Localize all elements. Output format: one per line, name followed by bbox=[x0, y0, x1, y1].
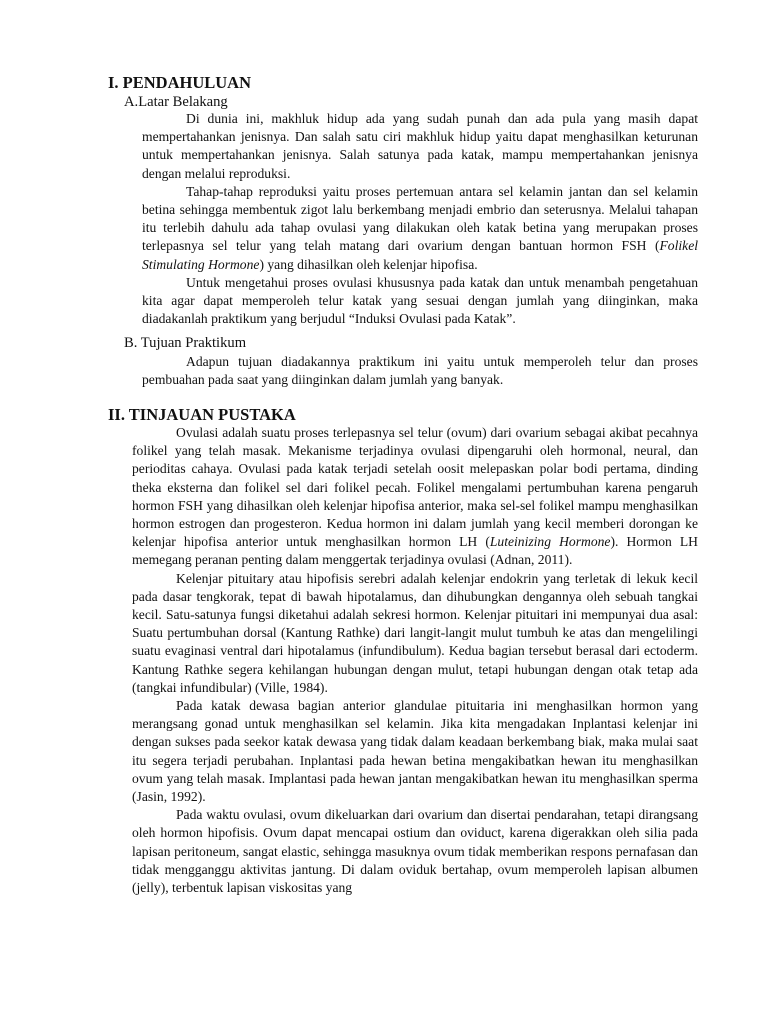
tujuan-praktikum-body bbox=[142, 353, 698, 389]
subheading-tujuan-praktikum: B. Tujuan Praktikum bbox=[124, 335, 247, 351]
italic-term: Luteinizing Hormone bbox=[489, 534, 611, 550]
paragraph: Pada katak dewasa bagian anterior glandulae pituitaria ini menghasilkan hormon yang merangsang gonad untuk menghasilkan sel kelamin. Jika kita mengadakan Inplantasi kelenjar ini dengan sukses pada seekor katak dewasa yang tidak dalam keadaan berkembang biak, maka mulai saat itu segera terjadi perubahan. Inplantasi pada hewan betina mengakibatkan hewan itu menghasilkan ovum yang telah masak. Implantasi pada hewan jantan mengakibatkan hewan itu menghasilkan sperma (Jasin, 1992). bbox=[132, 698, 698, 805]
paragraph-text: Tahap-tahap reproduksi yaitu proses pertemuan antara sel kelamin jantan dan sel kelamin betina sehingga membentuk zigot lalu berkembang menjadi embrio dan seterusnya. Melalui tahapan itu terlebih dahulu ada tahap ovulasi yang dilakukan oleh katak betina yang merupakan proses terlepasnya sel telur yang telah matang dari ovarium dengan bantuan hormon FSH ( bbox=[142, 183, 698, 254]
paragraph-text: ) yang dihasilkan oleh kelenjar hipofisa. bbox=[259, 256, 478, 272]
heading-tinjauan-pustaka: II. TINJAUAN PUSTAKA bbox=[108, 405, 296, 424]
paragraph: Kelenjar pituitary atau hipofisis serebri adalah kelenjar endokrin yang terletak di lekuk kecil pada dasar tengkorak, tepat di bawah hipotalamus, dan dihubungkan dengannya oleh sebuah tangkai kecil. Satu-satunya fungsi diketahui adalah sekresi hormon. Kelenjar pituitari ini mempunyai dua asal: Suatu pertumbuhan dorsal (Kantung Rathke) dari langit-langit mulut tumbuh ke atas dan mengelilingi suatu evaginasi ventral dari hipotalamus (infundibulum). Kedua bagian tersebut berasal dari ectoderm. Kantung Rathke segera kehilangan hubungan dengan mulut, tetapi hubungan dengan otak tetap ada (tangkai infundibular) (Ville, 1984). bbox=[132, 570, 698, 695]
paragraph-text: ). Hormon LH memegang peranan penting dalam menggertak terjadinya ovulasi (Adnan, 2011). bbox=[132, 534, 698, 568]
paragraph: Adapun tujuan diadakannya praktikum ini yaitu untuk memperoleh telur dan proses pembuahan pada saat yang diinginkan dalam jumlah yang banyak. bbox=[142, 354, 698, 388]
subheading-latar-belakang: A.Latar Belakang bbox=[124, 94, 228, 110]
latar-belakang-body bbox=[142, 110, 698, 328]
paragraph bbox=[132, 424, 698, 570]
italic-term: Folikel Stimulating Hormone bbox=[142, 238, 698, 272]
tinjauan-pustaka-body bbox=[132, 424, 698, 897]
paragraph bbox=[142, 183, 698, 274]
heading-pendahuluan: I. PENDAHULUAN bbox=[108, 73, 252, 92]
paragraph: Untuk mengetahui proses ovulasi khususnya pada katak dan untuk menambah pengetahuan kita agar dapat memperoleh telur katak yang sesuai dengan jumlah yang diinginkan, maka diadakanlah praktikum yang berjudul “Induksi Ovulasi pada Katak”. bbox=[142, 274, 698, 327]
paragraph-text: Ovulasi adalah suatu proses terlepasnya sel telur (ovum) dari ovarium sebagai akibat pecahnya folikel yang telah masak. Mekanisme terjadinya ovulasi dipengaruhi oleh hormonal, neural, dan perioditas cahaya. Ovulasi pada katak terjadi setelah oosit melepaskan polar bodi pertama, dinding theka eksterna dan folikel sel dari folikel pecah. Folikel mengalami pertumbuhan karena pengaruh hormon FSH yang dihasilkan oleh kelenjar hipofisa anterior, maka sel-sel folikel mampu menghasilkan hormon estrogen dan progesteron. Kedua hormon ini dalam jumlah yang kecil memberi dorongan ke kelenjar hipofisa anterior untuk menghasilkan hormon LH ( bbox=[132, 425, 698, 550]
paragraph: Di dunia ini, makhluk hidup ada yang sudah punah dan ada pula yang masih dapat mempertahankan jenisnya. Dan salah satu ciri makhluk hidup yaitu dapat menghasilkan keturunan untuk mempertahankan jenisnya. Salah satunya pada katak, mampu mempertahankan jenisnya dengan melalui reproduksi. bbox=[142, 111, 698, 181]
paragraph: Pada waktu ovulasi, ovum dikeluarkan dari ovarium dan disertai pendarahan, tetapi dirangsang oleh hormon hipofisis. Ovum dapat mencapai ostium dan oviduct, karena digerakkan oleh silia pada lapisan peritoneum, sangat elastic, sehingga masuknya ovum tidak memberikan respons pernafasan dan tidak mengganggu aktivitas jantung. Di dalam oviduk bertahap, ovum memperoleh lapisan albumen (jelly), terbentuk lapisan viskositas yang bbox=[132, 807, 698, 896]
